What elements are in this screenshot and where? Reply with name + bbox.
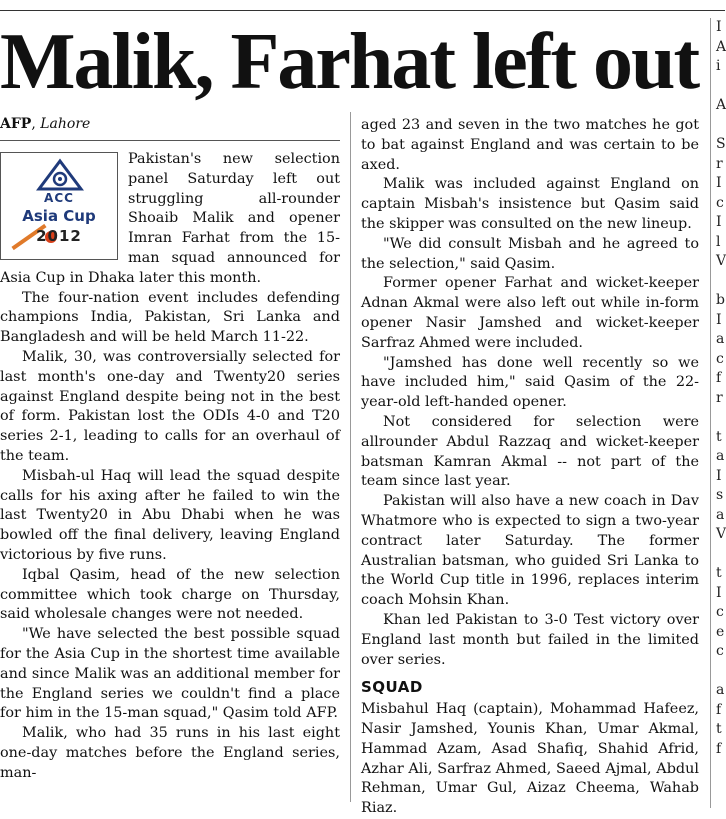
- byline-location: Lahore: [40, 116, 91, 132]
- edge-letter: a: [716, 506, 725, 523]
- edge-letter: I: [716, 467, 722, 484]
- paragraph: Misbah-ul Haq will lead the squad despite calls for his axing after he failed to win the last Twenty20 in Abu Dhabi when he was bowled off the final delivery, leaving England victorious by five runs.: [0, 467, 340, 563]
- edge-letter: f: [716, 740, 722, 757]
- edge-letter: [716, 662, 725, 682]
- edge-letter: i: [716, 58, 721, 74]
- edge-letter: V: [716, 526, 726, 542]
- edge-letter: A: [716, 38, 726, 55]
- edge-letter: a: [716, 448, 725, 464]
- edge-letter: c: [716, 643, 724, 659]
- edge-letter: c: [716, 194, 724, 211]
- edge-letter: f: [716, 701, 722, 718]
- edge-letter: I: [716, 19, 722, 35]
- logo-asia-cup-text: Asia Cup: [22, 207, 96, 225]
- paragraph: Khan led Pakistan to 3-0 Test victory over England last month but failed in the limited over series.: [361, 611, 699, 668]
- paragraph: Malik, 30, was controversially selected for last month's one-day and Twenty20 series against England despite being not in the best of form. Pakistan lost the ODIs 4-0 and T20 series 2-1, leading to calls for an overhaul of the team.: [0, 348, 340, 464]
- column-1: [0, 150, 340, 784]
- paragraph: Pakistan will also have a new coach in Dav Whatmore who is expected to sign a two-year contract later Saturday. The former Australian batsman, who guided Sri Lanka to the World Cup title in 1996, replaces interim coach Mohsin Khan.: [361, 493, 699, 609]
- byline-agency: AFP: [0, 116, 32, 132]
- edge-letter: [716, 272, 725, 292]
- edge-letter: c: [716, 604, 724, 620]
- edge-letter: I: [716, 584, 722, 601]
- edge-letter: c: [716, 350, 724, 367]
- squad-heading: SQUAD: [361, 678, 423, 697]
- paragraph: Malik was included against England on captain Misbah's insistence but Qasim said the skipper was consulted on the new lineup.: [361, 176, 699, 232]
- paragraph: "We have selected the best possible squad for the Asia Cup in the shortest time available and since Malik was an additional member for the England series we couldn't find a place for him in the 15-man squad," Qasim told AFP.: [0, 626, 340, 722]
- edge-letter: S: [716, 136, 726, 152]
- paragraph: Not considered for selection were allrounder Abdul Razzaq and wicket-keeper batsman Kamran Akmal -- not part of the team since last year.: [361, 413, 699, 490]
- edge-letter: I: [716, 214, 722, 230]
- paragraph: aged 23 and seven in the two matches he got to bat against England and was certain to be axed.: [361, 117, 699, 173]
- edge-letter: I: [716, 175, 722, 191]
- edge-letter: a: [716, 682, 725, 698]
- column-divider: [350, 112, 351, 802]
- edge-letter: I: [716, 311, 722, 328]
- squad-list: Misbahul Haq (captain), Mohammad Hafeez, Nasir Jamshed, Younis Khan, Umar Akmal, Hammad Azam, Asad Shafiq, Shahid Afrid, Azhar Ali, Sarfraz Ahmed, Saeed Ajmal, Abdul Rehman, Umar Gul, Aizaz Cheema, Wahab Riaz.: [361, 701, 699, 817]
- edge-letter: b: [716, 292, 725, 308]
- adjacent-article-edge: [716, 18, 725, 759]
- column-2: [361, 116, 699, 819]
- headline: Malik, Farhat left out: [0, 18, 699, 106]
- edge-letter: V: [716, 253, 726, 269]
- paragraph: "Jamshed has done well recently so we have included him," said Qasim of the 22-year-old left-handed opener.: [361, 354, 699, 411]
- edge-letter: [716, 77, 725, 97]
- edge-letter: [716, 408, 725, 428]
- edge-letter: t: [716, 428, 722, 445]
- paragraph: Pakistan's new selection panel Saturday left out struggling all-rounder Shoaib Malik and opener Imran Farhat from the 15-man squad announced for Asia Cup in Dhaka later this month.: [0, 151, 340, 286]
- edge-letter: [716, 545, 725, 565]
- edge-letter: a: [716, 331, 725, 347]
- logo-acc-text: ACC: [44, 191, 74, 205]
- edge-letter: [716, 116, 725, 136]
- edge-letter: f: [716, 370, 722, 386]
- edge-letter: t: [716, 565, 722, 581]
- edge-letter: s: [716, 487, 724, 503]
- paragraph: Iqbal Qasim, head of the new selection committee which took charge on Thursday, said wholesale changes were not needed.: [0, 566, 340, 623]
- edge-letter: e: [716, 623, 725, 640]
- edge-letter: r: [716, 155, 723, 172]
- edge-letter: t: [716, 721, 722, 737]
- edge-letter: r: [716, 389, 723, 406]
- logo-year-text: 2012: [36, 227, 82, 245]
- byline-rule: [0, 140, 340, 141]
- byline: AFP, Lahore: [0, 116, 91, 132]
- top-rule: [0, 10, 725, 11]
- paragraph: "We did consult Misbah and he agreed to the selection," said Qasim.: [361, 235, 699, 272]
- paragraph: The four-nation event includes defending champions India, Pakistan, Sri Lanka and Bangladesh and will be held March 11-22.: [0, 289, 340, 346]
- edge-letter: l: [716, 233, 721, 250]
- right-column-divider: [710, 18, 711, 808]
- paragraph: Former opener Farhat and wicket-keeper Adnan Akmal were also left out while in-form opener Nasir Jamshed and wicket-keeper Sarfraz Ahmed were included.: [361, 275, 699, 351]
- edge-letter: A: [716, 97, 726, 113]
- asia-cup-logo: [0, 152, 118, 260]
- paragraph: Malik, who had 35 runs in his last eight one-day matches before the England series, man-: [0, 725, 340, 781]
